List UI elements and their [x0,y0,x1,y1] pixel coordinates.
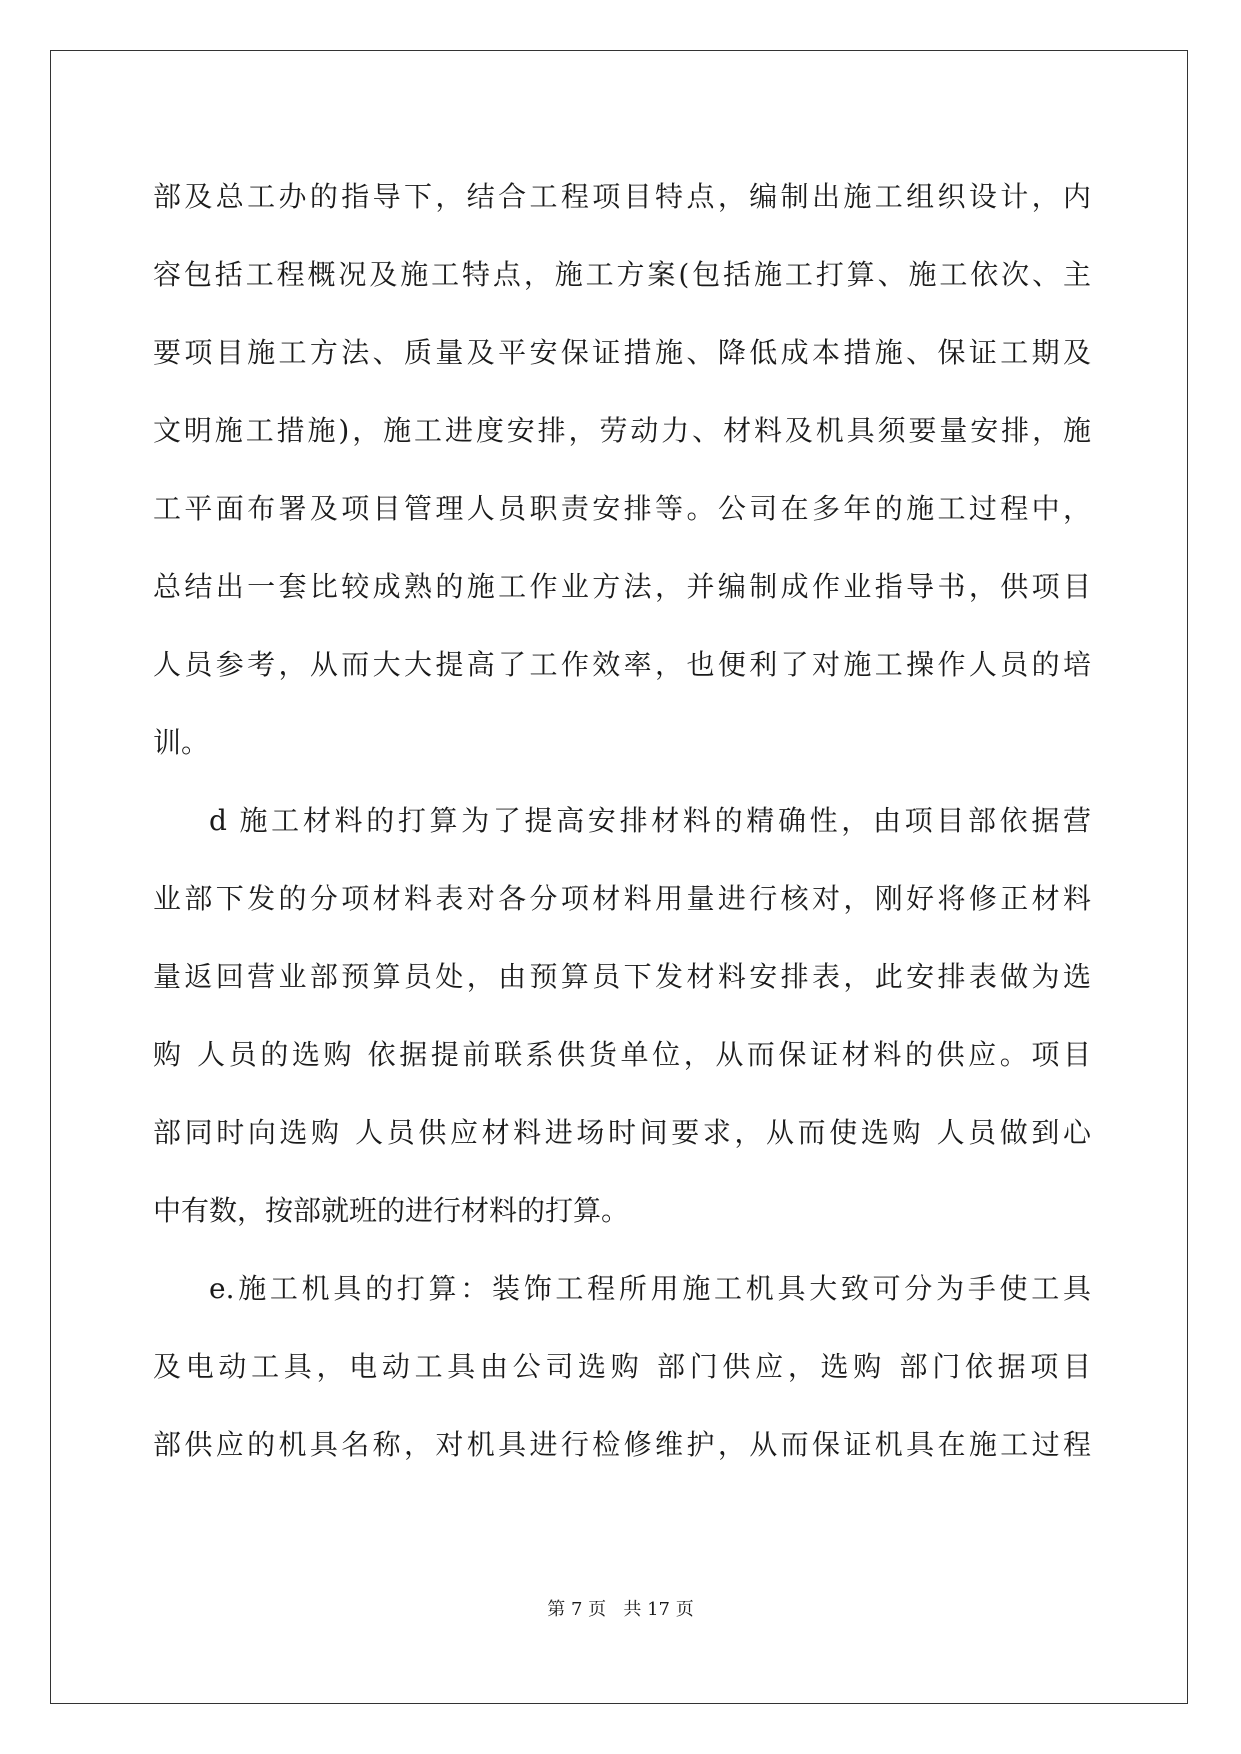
page-footer [0,1595,1241,1621]
page-number-label: 第 7 页 共 17 页 [547,1599,694,1620]
text-line: 文明施工措施)，施工进度安排，劳动力、材料及机具须要量安排，施 [153,414,1091,447]
text-line: 人员参考，从而大大提高了工作效率，也便利了对施工操作人员的培 [153,648,1091,681]
text-line: 部同时向选购 人员供应材料进场时间要求，从而使选购 人员做到心 [153,1116,1091,1149]
document-body [153,158,1091,1484]
text-line: 购 人员的选购 依据提前联系供货单位，从而保证材料的供应。项目 [153,1038,1091,1071]
text-line: e.施工机具的打算：装饰工程所用施工机具大致可分为手使工具 [209,1272,1091,1305]
text-line: 要项目施工方法、质量及平安保证措施、降低成本措施、保证工期及 [153,336,1091,369]
text-line: 部供应的机具名称，对机具进行检修维护，从而保证机具在施工过程 [153,1428,1091,1461]
text-line: 容包括工程概况及施工特点，施工方案(包括施工打算、施工依次、主 [153,258,1091,291]
text-line: 中有数，按部就班的进行材料的打算。 [153,1194,630,1227]
text-line: 业部下发的分项材料表对各分项材料用量进行核对，刚好将修正材料 [153,882,1091,915]
text-line: 工平面布署及项目管理人员职责安排等。公司在多年的施工过程中， [153,492,1091,525]
text-line: 训。 [153,726,210,759]
text-line: 总结出一套比较成熟的施工作业方法，并编制成作业指导书，供项目 [153,570,1091,603]
text-line: 及电动工具，电动工具由公司选购 部门供应，选购 部门依据项目 [153,1350,1091,1383]
text-line: 量返回营业部预算员处，由预算员下发材料安排表，此安排表做为选 [153,960,1091,993]
text-line: 部及总工办的指导下，结合工程项目特点，编制出施工组织设计，内 [153,180,1091,213]
text-line: d 施工材料的打算为了提高安排材料的精确性，由项目部依据营 [209,804,1091,837]
